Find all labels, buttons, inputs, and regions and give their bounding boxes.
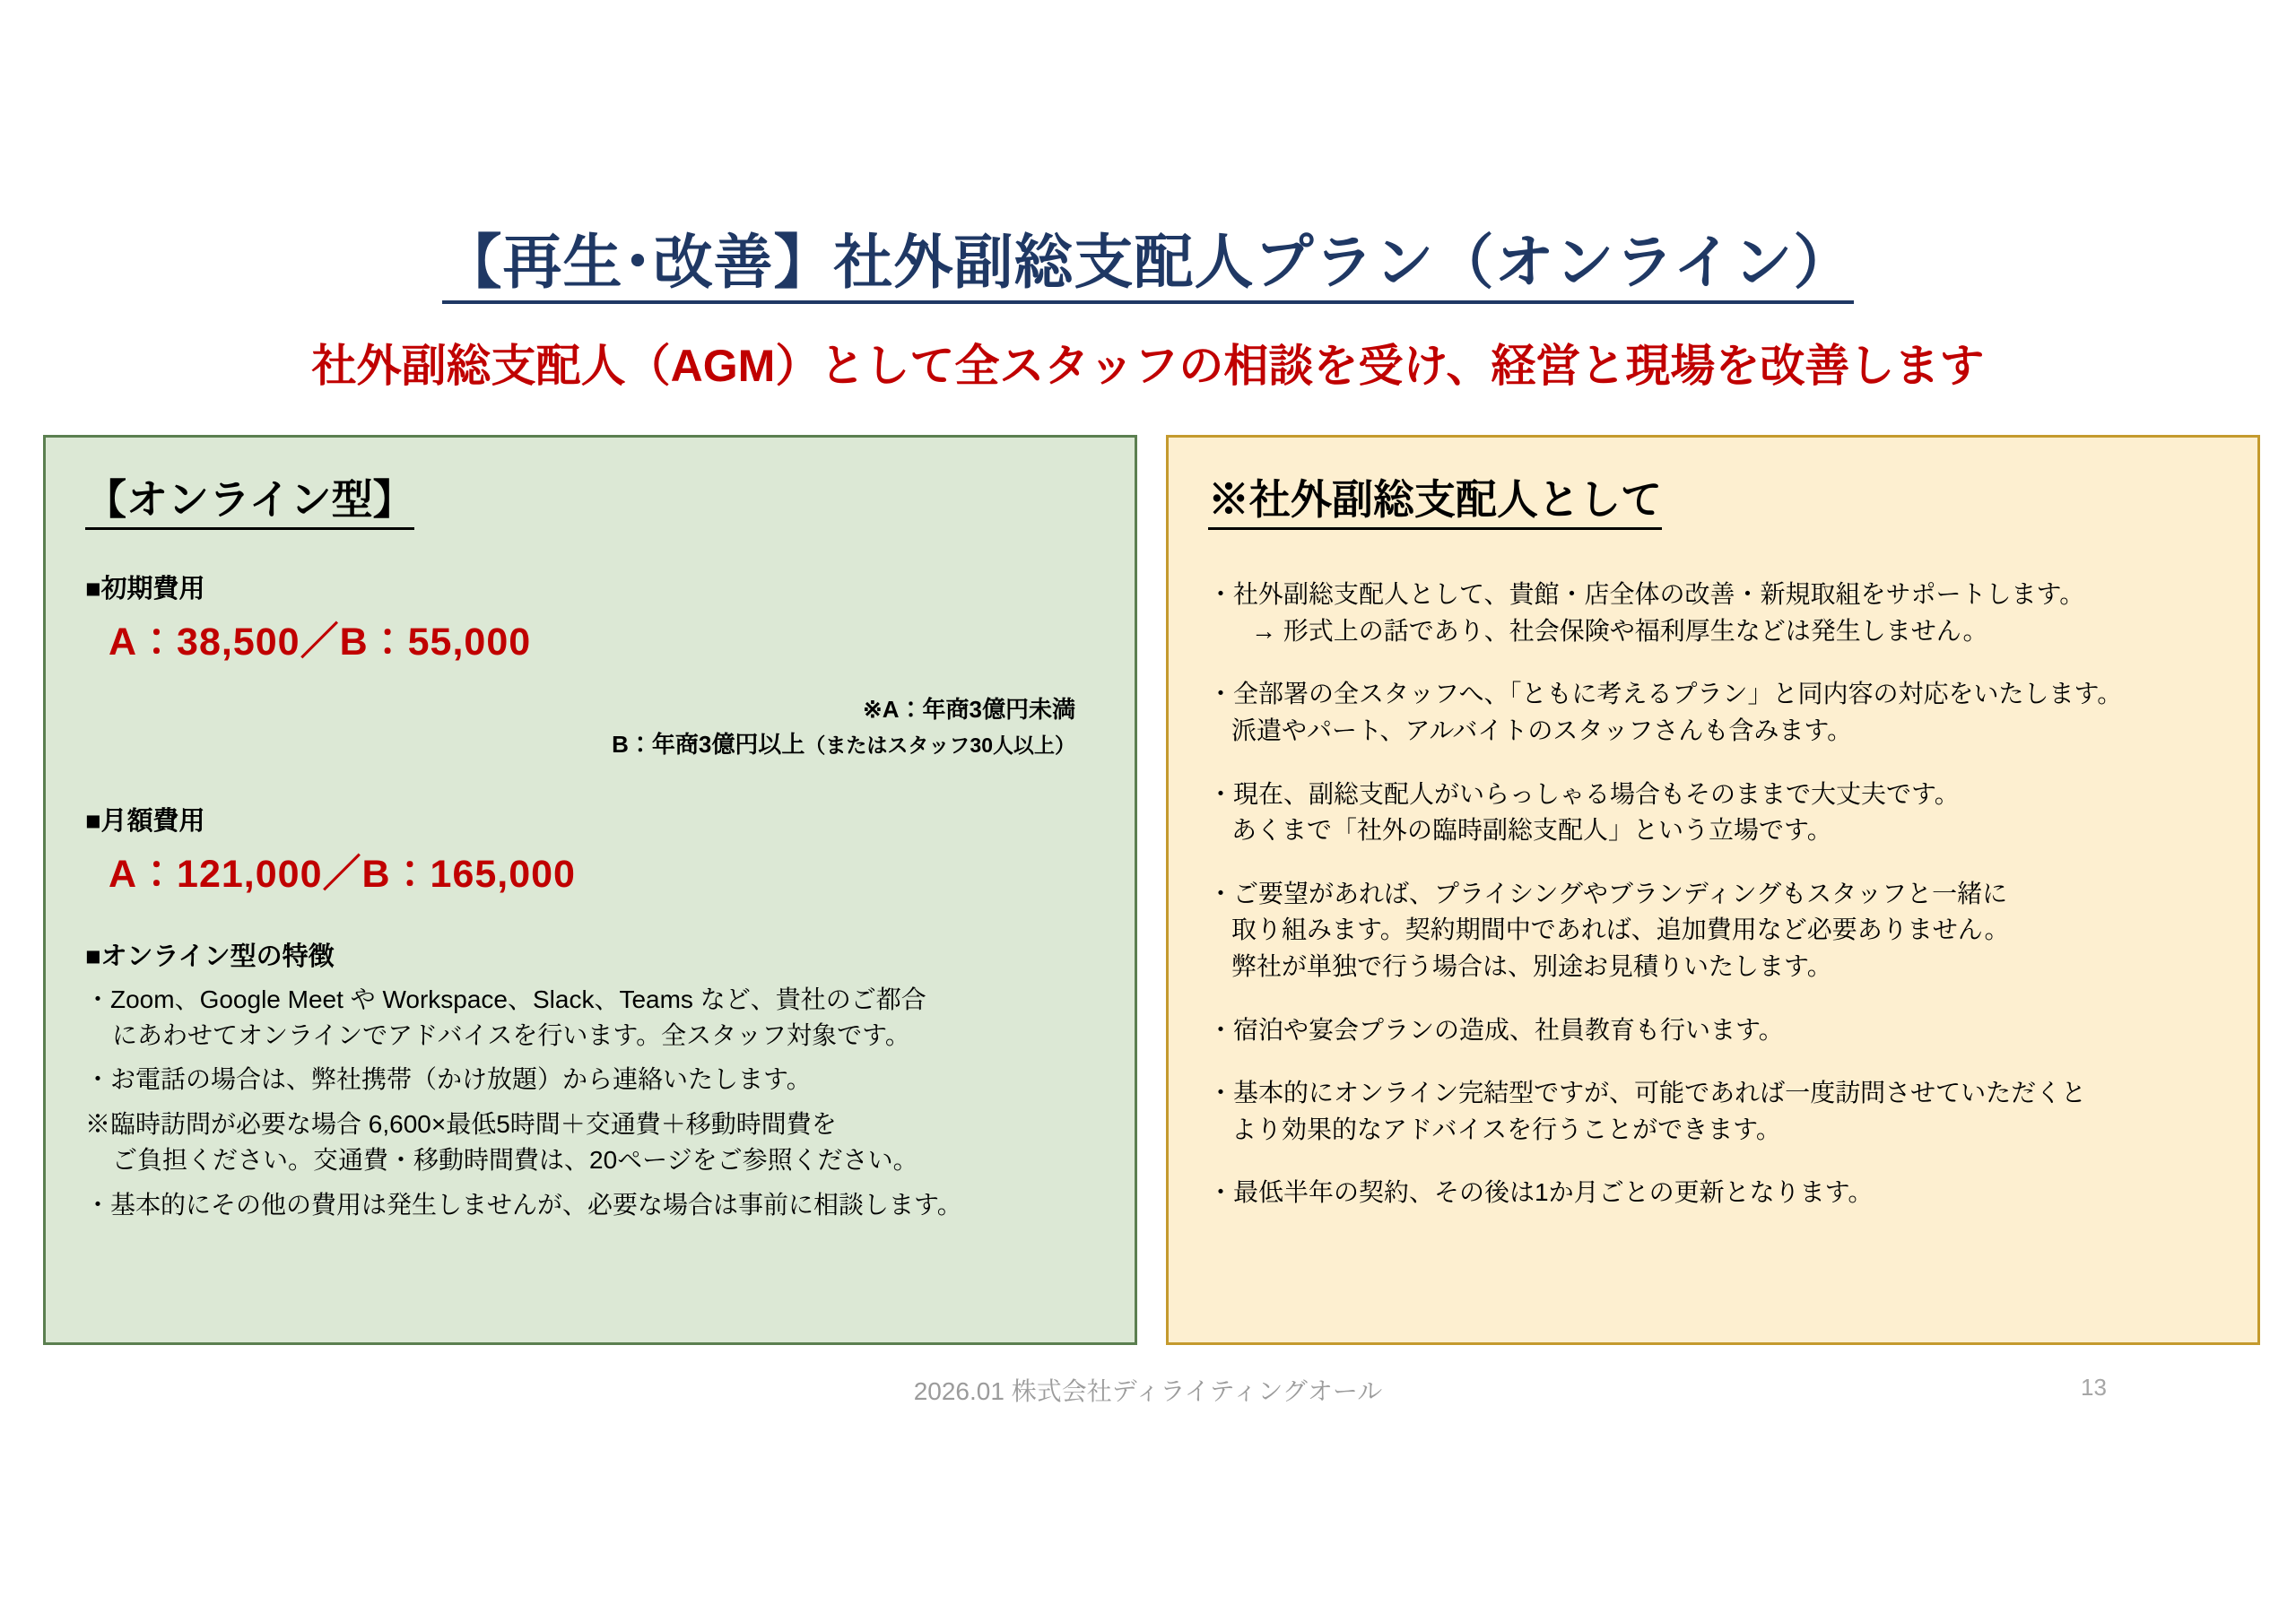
feature-2-line-1: ・お電話の場合は、弊社携帯（かけ放題）から連絡いたします。 <box>85 1065 812 1094</box>
initial-cost-value: A：38,500／B：55,000 <box>109 620 532 664</box>
initial-cost-label: ■初期費用 <box>85 575 205 604</box>
list-item <box>1208 876 2218 985</box>
agm-role-list <box>1208 577 2218 1211</box>
page-number: 13 <box>2081 1374 2107 1401</box>
list-item <box>1208 1175 2218 1211</box>
list-item <box>1208 676 2218 749</box>
list-item <box>85 1187 1095 1223</box>
page-title: 【再生･改善】社外副総支配人プラン（オンライン） <box>442 229 1853 304</box>
list-item <box>85 1062 1095 1098</box>
role-7-line-1: ・最低半年の契約、その後は1か月ごとの更新となります。 <box>1208 1178 1874 1207</box>
role-2-line-1: ・全部署の全スタッフへ、「ともに考えるプラン」と同内容の対応をいたします。 <box>1208 680 2123 708</box>
list-item <box>85 1107 1095 1178</box>
list-item <box>1208 777 2218 849</box>
list-item <box>1208 1075 2218 1148</box>
tier-note-line-b <box>85 727 1075 762</box>
role-4-line-2: 取り組みます。契約期間中であれば、追加費用など必要ありません。 <box>1231 916 2010 944</box>
tier-note-line-b-small: （またはスタッフ30人以上） <box>804 733 1075 758</box>
tier-note-line-a: ※A：年商3億円未満 <box>862 696 1075 724</box>
agm-role-panel <box>1166 435 2260 1345</box>
list-item <box>1208 577 2218 649</box>
feature-4-line-1: ・基本的にその他の費用は発生しませんが、必要な場合は事前に相談します。 <box>85 1190 962 1219</box>
feature-3-line-2: ご負担ください。交通費・移動時間費は、20ページをご参照ください。 <box>112 1145 918 1174</box>
online-plan-heading: 【オンライン型】 <box>85 475 414 530</box>
role-1-line-1: ・社外副総支配人として、貴館・店全体の改善・新規取組をサポートします。 <box>1208 580 2085 609</box>
role-6-line-2: より効果的なアドバイスを行うことができます。 <box>1231 1115 1781 1143</box>
role-5-line-1: ・宿泊や宴会プランの造成、社員教育も行います。 <box>1208 1015 1784 1044</box>
online-plan-panel <box>43 435 1137 1345</box>
list-item <box>1208 1012 2218 1049</box>
title-block <box>0 229 2296 304</box>
list-item <box>85 982 1095 1054</box>
monthly-cost-value: A：121,000／B：165,000 <box>109 853 576 897</box>
agm-role-heading: ※社外副総支配人として <box>1208 475 1662 530</box>
footer-copyright: 2026.01 株式会社ディライティングオール <box>913 1377 1383 1405</box>
monthly-cost-label: ■月額費用 <box>85 807 205 837</box>
feature-1-line-1: ・Zoom、Google Meet や Workspace、Slack、Teams など、貴社のご都合 <box>85 985 926 1013</box>
features-list <box>85 982 1095 1223</box>
features-label: ■オンライン型の特徴 <box>85 942 335 971</box>
role-4-line-1: ・ご要望があれば、プライシングやブランディングもスタッフと一緒に <box>1208 879 2008 907</box>
role-1-line-2: → 形式上の話であり、社会保険や福利厚生などは発生しません。 <box>1251 616 1988 645</box>
tier-note-line-b-main: B：年商3億円以上 <box>612 731 805 759</box>
tier-definition-note <box>85 692 1095 762</box>
role-3-line-1: ・現在、副総支配人がいらっしゃる場合もそのままで大丈夫です。 <box>1208 779 1960 808</box>
role-2-line-2: 派遣やパート、アルバイトのスタッフさんも含みます。 <box>1231 716 1853 744</box>
feature-1-line-2: にあわせてオンラインでアドバイスを行います。全スタッフ対象です。 <box>112 1020 910 1049</box>
role-4-line-3: 弊社が単独で行う場合は、別途お見積りいたします。 <box>1231 951 1832 980</box>
page-subtitle: 社外副総支配人（AGM）として全スタッフの相談を受け、経営と現場を改善します <box>311 341 1985 391</box>
feature-3-line-1: ※臨時訪問が必要な場合 6,600×最低5時間＋交通費＋移動時間費を <box>85 1110 837 1138</box>
role-3-line-2: あくまで「社外の臨時副総支配人」という立場です。 <box>1231 816 1832 845</box>
role-6-line-1: ・基本的にオンライン完結型ですが、可能であれば一度訪問させていただくと <box>1208 1079 2087 1107</box>
